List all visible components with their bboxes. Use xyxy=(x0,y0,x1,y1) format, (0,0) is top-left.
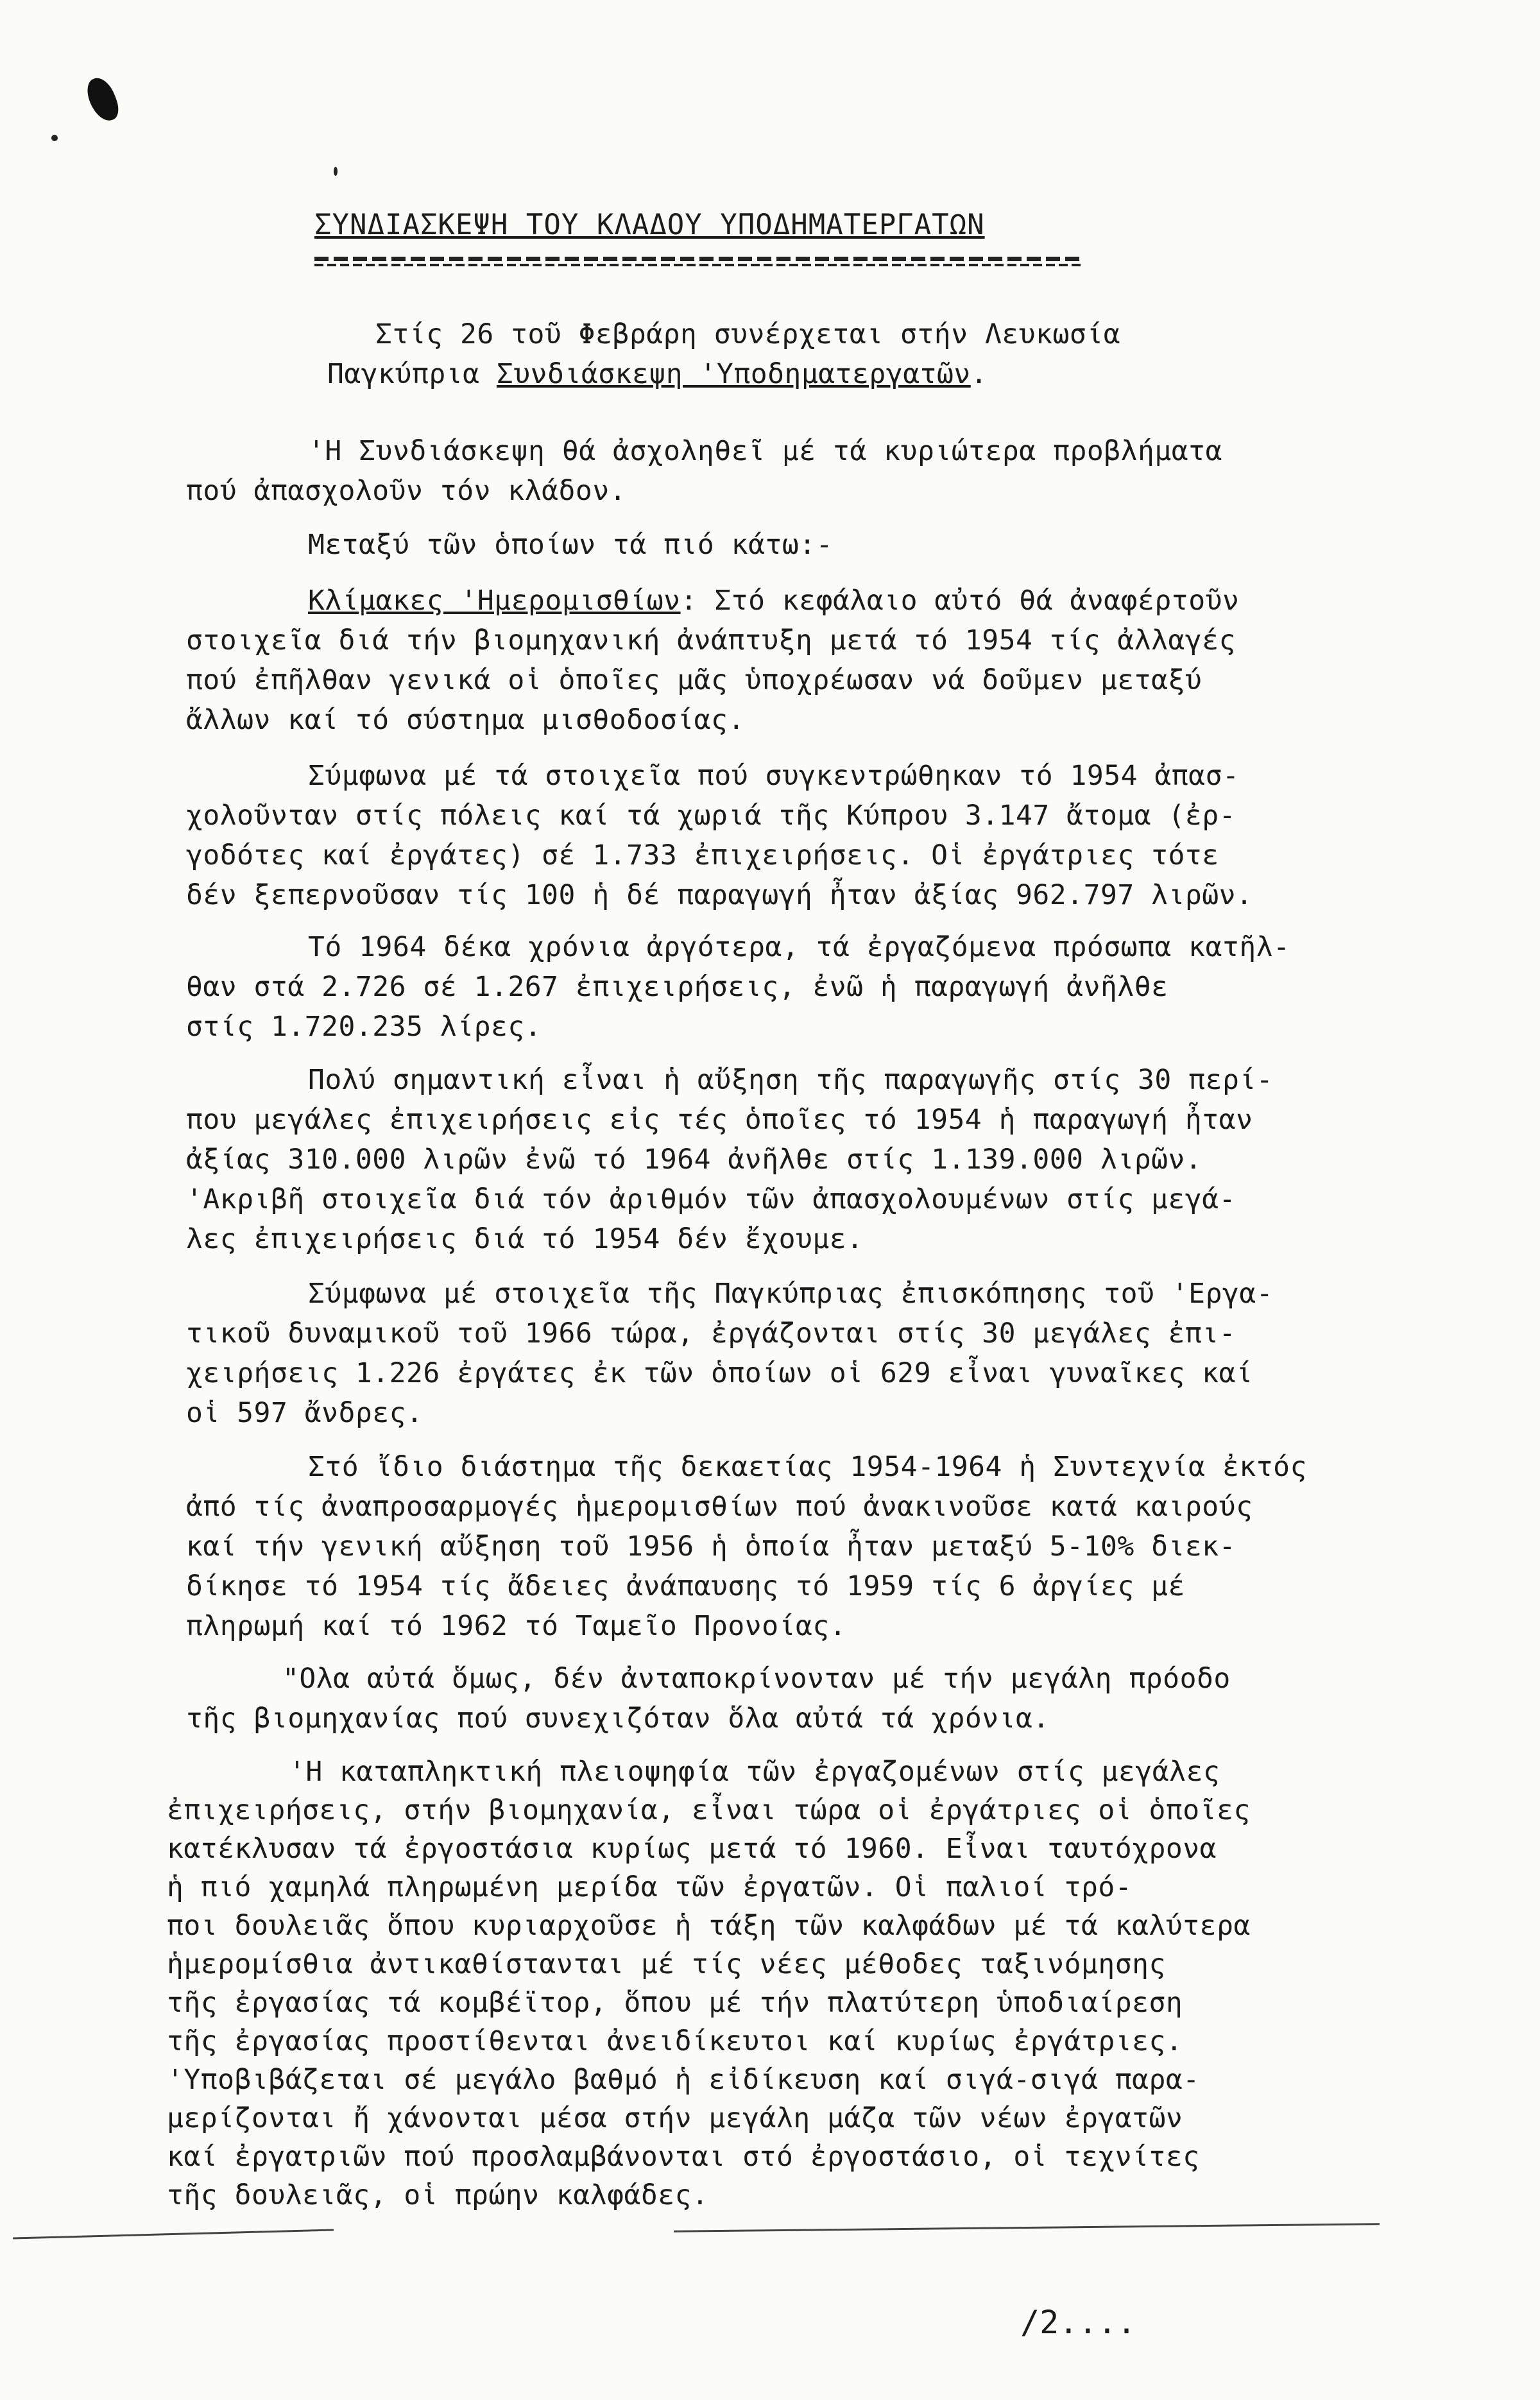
ink-speck xyxy=(334,167,338,176)
paragraph-line: "Ολα αὐτά ὅμως, δέν ἀνταποκρίνονταν μέ τήν μεγάλη πρόοδο xyxy=(282,1663,1231,1695)
paragraph-line: που μεγάλες ἐπιχειρήσεις εἰς τές ὁποῖες τό 1954 ἡ παραγωγή ἦταν xyxy=(186,1104,1253,1136)
scan-artifact-line xyxy=(674,2223,1380,2233)
paragraph-line: χειρήσεις 1.226 ἐργάτες ἐκ τῶν ὁποίων οἱ 629 εἶναι γυναῖκες καί xyxy=(186,1357,1253,1389)
paragraph-line: καί ἐργατριῶν πού προσλαμβάνονται στό ἐργοστάσιο, οἱ τεχνίτες xyxy=(167,2141,1200,2173)
intro-line xyxy=(327,354,988,394)
paragraph-line: πού ἐπῆλθαν γενικά οἱ ὁποῖες μᾶς ὑποχρέωσαν νά δοῦμεν μεταξύ xyxy=(186,664,1202,696)
paragraph-line: 'Η καταπληκτική πλειοψηφία τῶν ἐργαζομένων στίς μεγάλες xyxy=(289,1756,1220,1788)
paragraph-line: χολοῦνταν στίς πόλεις καί τά χωριά τῆς Κύπρου 3.147 ἄτομα (ἐρ- xyxy=(186,800,1236,832)
paragraph-line: δίκησε τό 1954 τίς ἄδειες ἀνάπαυσης τό 1959 τίς 6 ἀργίες μέ xyxy=(186,1570,1185,1602)
ink-speck xyxy=(51,135,58,141)
paragraph-line: ἀξίας 310.000 λιρῶν ἐνῶ τό 1964 ἀνῆλθε στίς 1.139.000 λιρῶν. xyxy=(186,1144,1202,1176)
intro-text: Παγκύπρια xyxy=(327,358,497,390)
paragraph-line: Σύμφωνα μέ στοιχεῖα τῆς Παγκύπριας ἐπισκόπησης τοῦ 'Εργα- xyxy=(308,1278,1274,1310)
paragraph-line: καί τήν γενική αὔξηση τοῦ 1956 ἡ ὁποία ἦταν μεταξύ 5-10% διεκ- xyxy=(186,1530,1236,1563)
paragraph-line: Πολύ σημαντική εἶναι ἡ αὔξηση τῆς παραγωγῆς στίς 30 περί- xyxy=(308,1064,1274,1096)
document-title: ΣΥΝΔΙΑΣΚΕΨΗ ΤΟΥ ΚΛΑΔΟΥ ΥΠΟΔΗΜΑΤΕΡΓΑΤΩΝ xyxy=(314,209,985,241)
paragraph-line: δέν ξεπερνοῦσαν τίς 100 ἡ δέ παραγωγή ἦταν ἀξίας 962.797 λιρῶν. xyxy=(186,879,1253,911)
paragraph-line: ἀπό τίς ἀναπροσαρμογές ἡμερομισθίων πού ἀνακινοῦσε κατά καιρούς xyxy=(186,1491,1253,1523)
paragraph-line: ποι δουλειᾶς ὅπου κυριαρχοῦσε ἡ τάξη τῶν καλφάδων μέ τά καλύτερα xyxy=(167,1910,1251,1942)
paragraph-line: τῆς ἐργασίας τά κομβέϊτορ, ὅπου μέ τήν πλατύτερη ὑποδιαίρεση xyxy=(167,1987,1183,2019)
paragraph-line: ἡ πιό χαμηλά πληρωμένη μερίδα τῶν ἐργατῶν. Οἱ παλιοί τρό- xyxy=(167,1871,1133,1903)
paragraph-line: Μεταξύ τῶν ὁποίων τά πιό κάτω:- xyxy=(308,529,834,561)
paragraph-line: 'Ακριβῆ στοιχεῖα διά τόν ἀριθμόν τῶν ἀπασχολουμένων στίς μεγά- xyxy=(186,1183,1236,1215)
paragraph-line: Τό 1964 δέκα χρόνια ἀργότερα, τά ἐργαζόμενα πρόσωπα κατῆλ- xyxy=(308,931,1290,963)
paragraph-line: κατέκλυσαν τά ἐργοστάσια κυρίως μετά τό 1960. Εἶναι ταυτόχρονα xyxy=(167,1833,1217,1865)
title-underline xyxy=(314,257,1084,261)
paragraph-line: λες ἐπιχειρήσεις διά τό 1954 δέν ἔχουμε. xyxy=(186,1223,864,1255)
paragraph-line: τῆς βιομηχανίας πού συνεχιζόταν ὅλα αὐτά τά χρόνια. xyxy=(186,1702,1050,1735)
paragraph-line: 'Η Συνδιάσκεψη θά ἀσχοληθεῖ μέ τά κυριώτερα προβλήματα xyxy=(308,435,1222,467)
intro-text: . xyxy=(970,358,988,390)
paragraph-line: τῆς ἐργασίας προστίθενται ἀνειδίκευτοι καί κυρίως ἐργάτριες. xyxy=(167,2025,1183,2057)
paragraph-line: πληρωμή καί τό 1962 τό Ταμεῖο Προνοίας. xyxy=(186,1610,847,1642)
title-underline xyxy=(314,264,1084,266)
paragraph-text: : Στό κεφάλαιο αὐτό θά ἀναφέρτοῦν xyxy=(680,585,1240,617)
conference-name: Συνδιάσκεψη 'Υποδηματεργατῶν xyxy=(496,358,971,390)
page-continuation-marker: /2.... xyxy=(1020,2304,1136,2341)
paragraph-line: Στό ἴδιο διάστημα τῆς δεκαετίας 1954-1964 ἡ Συντεχνία ἐκτός xyxy=(308,1451,1307,1483)
paragraph-line: τῆς δουλειᾶς, οἱ πρώην καλφάδες. xyxy=(167,2179,709,2211)
paragraph-line: ἄλλων καί τό σύστημα μισθοδοσίας. xyxy=(186,704,745,736)
section-heading: Κλίμακες 'Ημερομισθίων xyxy=(308,585,681,617)
intro-line: Στίς 26 τοῦ Φεβράρη συνέρχεται στήν Λευκωσία xyxy=(375,318,1121,350)
paragraph-line: μερίζονται ἤ χάνονται μέσα στήν μεγάλη μάζα τῶν νέων ἐργατῶν xyxy=(167,2102,1183,2134)
paragraph-line: στοιχεῖα διά τήν βιομηχανική ἀνάπτυξη μετά τό 1954 τίς ἀλλαγές xyxy=(186,624,1236,656)
paragraph-line: οἱ 597 ἄνδρες. xyxy=(186,1397,424,1429)
paragraph-line: στίς 1.720.235 λίρες. xyxy=(186,1011,542,1043)
paragraph-line: τικοῦ δυναμικοῦ τοῦ 1966 τώρα, ἐργάζονται στίς 30 μεγάλες ἐπι- xyxy=(186,1317,1236,1350)
paragraph-line: Σύμφωνα μέ τά στοιχεῖα πού συγκεντρώθηκαν τό 1954 ἀπασ- xyxy=(308,760,1240,792)
paragraph-line: ἡμερομίσθια ἀντικαθίστανται μέ τίς νέες μέθοδες ταξινόμησης xyxy=(167,1948,1166,1980)
paragraph-line: 'Υποβιβάζεται σέ μεγάλο βαθμό ἡ εἰδίκευση καί σιγά-σιγά παρα- xyxy=(167,2064,1200,2096)
paragraph-line xyxy=(308,581,1239,621)
scan-artifact-line xyxy=(13,2229,334,2239)
ink-blot xyxy=(83,74,123,124)
paragraph-line: θαν στά 2.726 σέ 1.267 ἐπιχειρήσεις, ἐνῶ ἡ παραγωγή ἀνῆλθε xyxy=(186,971,1168,1003)
paragraph-line: πού ἀπασχολοῦν τόν κλάδον. xyxy=(186,475,627,507)
paragraph-line: γοδότες καί ἐργάτες) σέ 1.733 ἐπιχειρήσεις. Οἱ ἐργάτριες τότε xyxy=(186,839,1219,871)
paragraph-line: ἐπιχειρήσεις, στήν βιομηχανία, εἶναι τώρα οἱ ἐργάτριες οἱ ὁποῖες xyxy=(167,1794,1251,1826)
